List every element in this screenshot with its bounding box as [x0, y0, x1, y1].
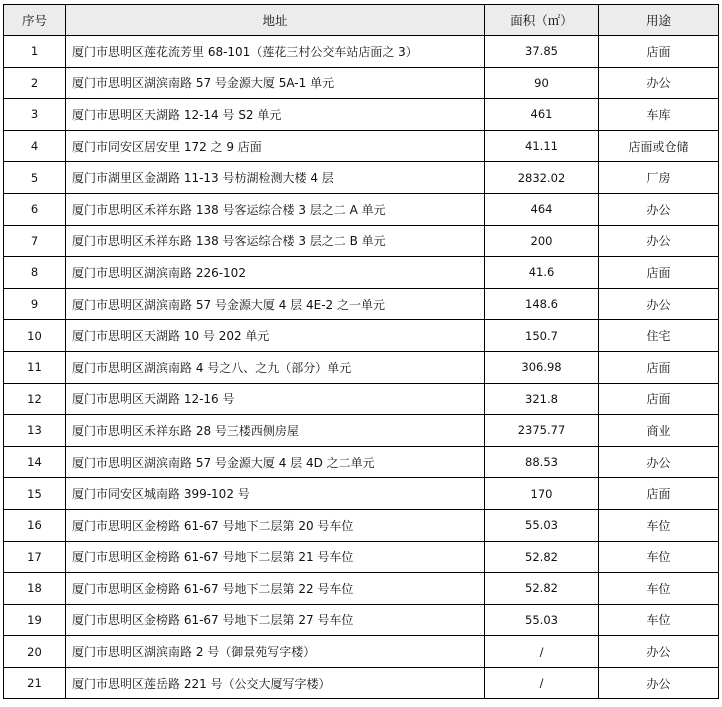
- table-row: [4, 225, 719, 257]
- row-index: 16: [4, 509, 66, 541]
- row-usage: 办公: [599, 288, 719, 320]
- row-area: 52.82: [485, 541, 599, 573]
- row-usage: 厂房: [599, 162, 719, 194]
- table-row: [4, 351, 719, 383]
- row-usage: 车位: [599, 573, 719, 605]
- row-area: 90: [485, 67, 599, 99]
- row-address: 厦门市思明区金榜路 61-67 号地下二层第 27 号车位: [66, 604, 485, 636]
- row-usage: 住宅: [599, 320, 719, 352]
- row-index: 9: [4, 288, 66, 320]
- header-address: 地址: [66, 5, 485, 36]
- table-row: [4, 573, 719, 605]
- row-address: 厦门市湖里区金湖路 11-13 号枋湖检测大楼 4 层: [66, 162, 485, 194]
- row-address: 厦门市思明区湖滨南路 57 号金源大厦 5A-1 单元: [66, 67, 485, 99]
- row-address: 厦门市思明区湖滨南路 57 号金源大厦 4 层 4D 之二单元: [66, 446, 485, 478]
- table-row: [4, 288, 719, 320]
- table-row: [4, 604, 719, 636]
- table-row: [4, 667, 719, 699]
- row-index: 14: [4, 446, 66, 478]
- row-index: 19: [4, 604, 66, 636]
- table-row: [4, 162, 719, 194]
- header-area: 面积（㎡）: [485, 5, 599, 36]
- row-usage: 车位: [599, 509, 719, 541]
- row-usage: 店面: [599, 257, 719, 289]
- table-row: [4, 383, 719, 415]
- row-usage: 办公: [599, 67, 719, 99]
- row-area: 148.6: [485, 288, 599, 320]
- row-index: 6: [4, 193, 66, 225]
- row-usage: 办公: [599, 193, 719, 225]
- row-area: 41.11: [485, 130, 599, 162]
- row-area: 37.85: [485, 36, 599, 68]
- table-row: [4, 541, 719, 573]
- row-area: 88.53: [485, 446, 599, 478]
- row-index: 2: [4, 67, 66, 99]
- row-index: 21: [4, 667, 66, 699]
- row-index: 4: [4, 130, 66, 162]
- row-address: 厦门市思明区金榜路 61-67 号地下二层第 21 号车位: [66, 541, 485, 573]
- row-index: 1: [4, 36, 66, 68]
- row-address: 厦门市思明区禾祥东路 28 号三楼西侧房屋: [66, 415, 485, 447]
- row-index: 11: [4, 351, 66, 383]
- row-address: 厦门市思明区禾祥东路 138 号客运综合楼 3 层之二 B 单元: [66, 225, 485, 257]
- row-usage: 办公: [599, 636, 719, 668]
- row-address: 厦门市思明区湖滨南路 226-102: [66, 257, 485, 289]
- row-address: 厦门市同安区居安里 172 之 9 店面: [66, 130, 485, 162]
- row-address: 厦门市思明区湖滨南路 2 号（御景苑写字楼）: [66, 636, 485, 668]
- row-usage: 办公: [599, 446, 719, 478]
- table-row: [4, 636, 719, 668]
- row-area: 306.98: [485, 351, 599, 383]
- table-row: [4, 257, 719, 289]
- row-index: 7: [4, 225, 66, 257]
- row-area: 150.7: [485, 320, 599, 352]
- row-address: 厦门市思明区天湖路 12-14 号 S2 单元: [66, 99, 485, 131]
- row-index: 3: [4, 99, 66, 131]
- row-area: 2832.02: [485, 162, 599, 194]
- row-area: 170: [485, 478, 599, 510]
- row-usage: 店面: [599, 478, 719, 510]
- row-index: 8: [4, 257, 66, 289]
- header-index: 序号: [4, 5, 66, 36]
- row-area: 41.6: [485, 257, 599, 289]
- row-usage: 办公: [599, 225, 719, 257]
- table-row: [4, 415, 719, 447]
- table-row: [4, 478, 719, 510]
- row-area: 55.03: [485, 604, 599, 636]
- row-index: 17: [4, 541, 66, 573]
- row-address: 厦门市思明区天湖路 10 号 202 单元: [66, 320, 485, 352]
- row-usage: 店面: [599, 383, 719, 415]
- row-usage: 车位: [599, 604, 719, 636]
- row-address: 厦门市思明区禾祥东路 138 号客运综合楼 3 层之二 A 单元: [66, 193, 485, 225]
- row-index: 12: [4, 383, 66, 415]
- table-row: [4, 36, 719, 68]
- row-area: 321.8: [485, 383, 599, 415]
- row-address: 厦门市思明区莲花流芳里 68-101（莲花三村公交车站店面之 3）: [66, 36, 485, 68]
- property-table: [3, 4, 719, 699]
- row-address: 厦门市思明区金榜路 61-67 号地下二层第 22 号车位: [66, 573, 485, 605]
- row-area: /: [485, 667, 599, 699]
- row-address: 厦门市思明区天湖路 12-16 号: [66, 383, 485, 415]
- row-usage: 店面或仓储: [599, 130, 719, 162]
- row-area: /: [485, 636, 599, 668]
- row-area: 55.03: [485, 509, 599, 541]
- table-row: [4, 67, 719, 99]
- row-index: 13: [4, 415, 66, 447]
- row-index: 15: [4, 478, 66, 510]
- row-usage: 店面: [599, 36, 719, 68]
- row-area: 464: [485, 193, 599, 225]
- row-address: 厦门市思明区湖滨南路 4 号之八、之九（部分）单元: [66, 351, 485, 383]
- row-address: 厦门市思明区莲岳路 221 号（公交大厦写字楼）: [66, 667, 485, 699]
- row-usage: 车位: [599, 541, 719, 573]
- table-row: [4, 509, 719, 541]
- row-index: 10: [4, 320, 66, 352]
- row-area: 200: [485, 225, 599, 257]
- row-address: 厦门市思明区湖滨南路 57 号金源大厦 4 层 4E-2 之一单元: [66, 288, 485, 320]
- row-index: 20: [4, 636, 66, 668]
- row-index: 5: [4, 162, 66, 194]
- row-address: 厦门市同安区城南路 399-102 号: [66, 478, 485, 510]
- table-row: [4, 446, 719, 478]
- table-row: [4, 320, 719, 352]
- row-usage: 办公: [599, 667, 719, 699]
- row-usage: 商业: [599, 415, 719, 447]
- header-usage: 用途: [599, 5, 719, 36]
- row-area: 52.82: [485, 573, 599, 605]
- table-row: [4, 193, 719, 225]
- table-row: [4, 99, 719, 131]
- row-address: 厦门市思明区金榜路 61-67 号地下二层第 20 号车位: [66, 509, 485, 541]
- table-row: [4, 130, 719, 162]
- row-usage: 车库: [599, 99, 719, 131]
- row-area: 2375.77: [485, 415, 599, 447]
- row-area: 461: [485, 99, 599, 131]
- row-usage: 店面: [599, 351, 719, 383]
- header-row: [4, 5, 719, 36]
- row-index: 18: [4, 573, 66, 605]
